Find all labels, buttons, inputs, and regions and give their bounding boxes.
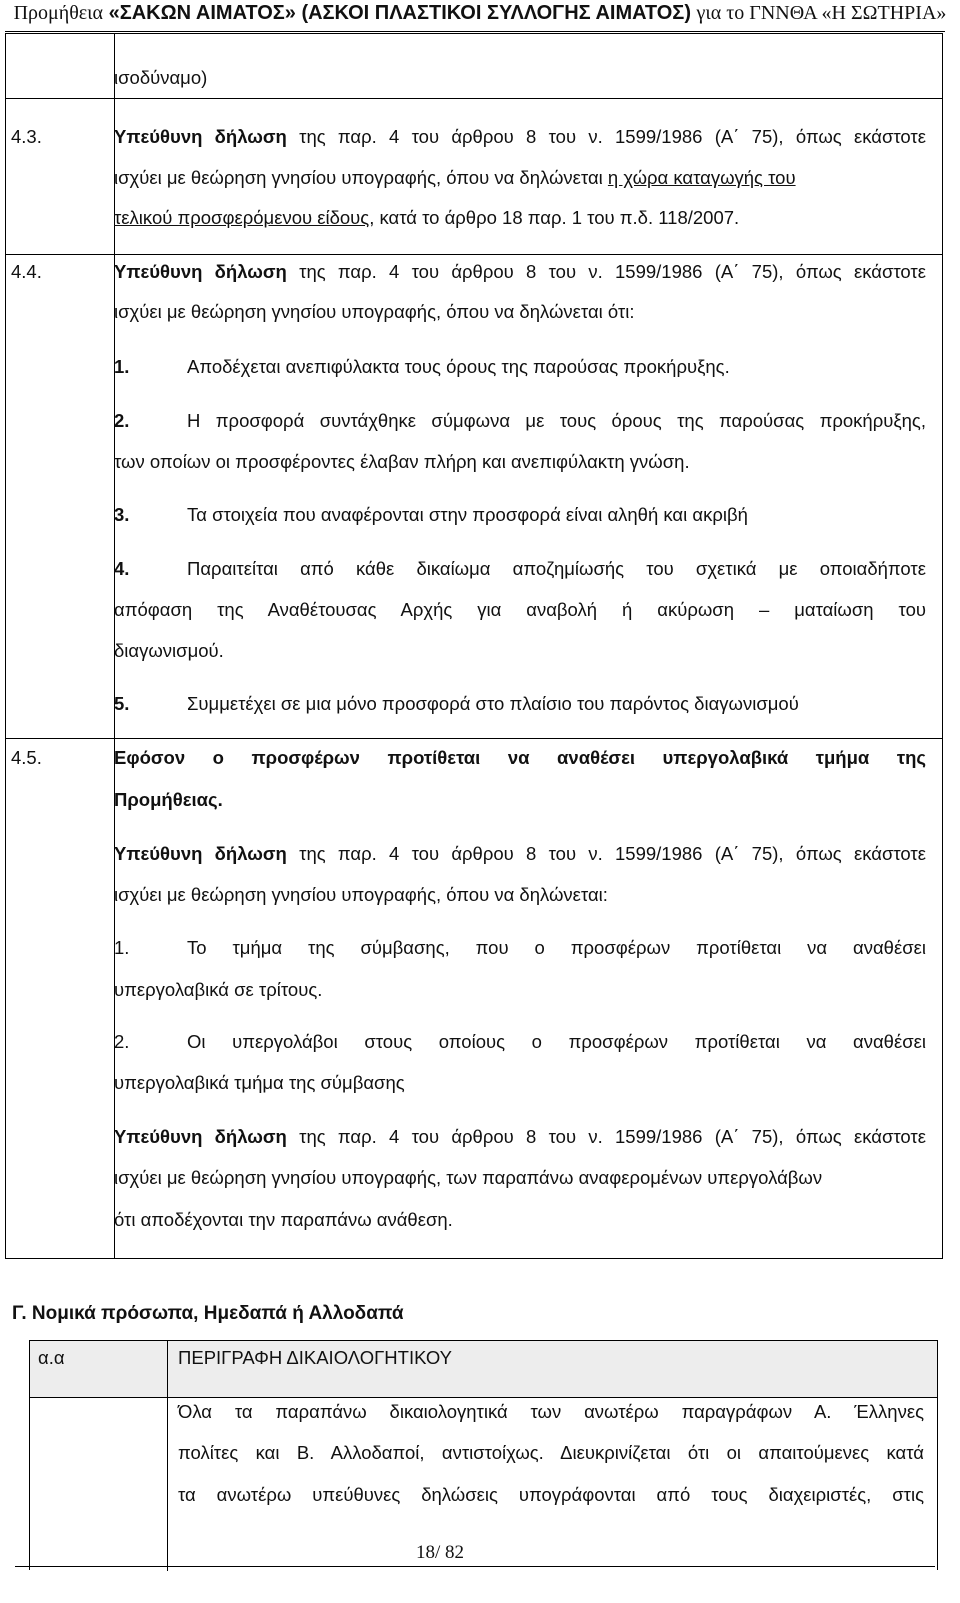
point-text-cont: διαγωνισμού. (114, 640, 224, 661)
point-text-cont: απόφαση της Αναθέτουσας Αρχής για αναβολή ή ακύρωση – ματαίωση του (114, 599, 926, 620)
description-line2: πολίτες και Β. Αλλοδαποί, αντιστοίχως. Διευκρινίζεται ότι οι απαιτούμενες κατά (178, 1442, 924, 1463)
point-text: Παραιτείται από κάθε δικαίωμα αποζημίωσής του σχετικά με οποιαδήποτε (187, 558, 926, 579)
page-number: 18/ 82 (415, 1542, 465, 1563)
column-header-aa: α.α (38, 1347, 65, 1368)
row-divider (6, 254, 942, 255)
item-4-3-line3: τελικού προσφερόμενου είδους, κατά το άρθρο 18 παρ. 1 του π.δ. 118/2007. (114, 207, 740, 228)
item-number-4-3: 4.3. (11, 126, 42, 147)
point-number: 4. (114, 558, 130, 579)
country-of-origin-text: η χώρα καταγωγής του (607, 167, 796, 188)
header-prefix: Προμήθεια (13, 2, 104, 24)
header-rule (5, 31, 945, 32)
footer-rule (15, 1566, 935, 1567)
declaration-label: Υπεύθυνη δήλωση (114, 126, 287, 147)
page-header (0, 0, 960, 34)
point-number: 3. (114, 504, 130, 525)
point-number: 1. (114, 356, 130, 377)
item-4-5-decl2-line1: Υπεύθυνη δήλωση της παρ. 4 του άρθρου 8 του ν. 1599/1986 (Α΄ 75), όπως εκάστοτε (114, 1126, 926, 1147)
point-text-cont: υπεργολαβικά σε τρίτους. (114, 979, 323, 1000)
point-number: 5. (114, 693, 130, 714)
point-text-cont: των οποίων οι προσφέροντες έλαβαν πλήρη και ανεπιφύλακτη γνώση. (114, 451, 690, 472)
header-title: «ΣΑΚΩΝ ΑΙΜΑΤΟΣ» (ΑΣΚΟΙ ΠΛΑΣΤΙΚΟΙ ΣΥΛΛΟΓΗΣ ΑΙΜΑΤΟΣ) (108, 2, 691, 24)
item-4-5-heading-cont: Προμήθειας. (114, 789, 223, 810)
point-text: Το τμήμα της σύμβασης, που ο προσφέρων προτίθεται να αναθέσει (187, 937, 926, 958)
header-suffix: για το ΓΝΝΘΑ «Η ΣΩΤΗΡΙΑ» (696, 2, 947, 24)
point-text: Τα στοιχεία που αναφέρονται στην προσφορά είναι αληθή και ακριβή (187, 504, 748, 525)
item-4-5-decl2-line3: ότι αποδέχονται την παραπάνω ανάθεση. (114, 1209, 453, 1230)
description-line3: τα ανωτέρω υπεύθυνες δηλώσεις υπογράφονται από τους διαχειριστές, στις (178, 1484, 924, 1505)
section-title: Γ. Νομικά πρόσωπα, Ημεδαπά ή Αλλοδαπά (12, 1303, 404, 1324)
item-4-4-line1: Υπεύθυνη δήλωση της παρ. 4 του άρθρου 8 του ν. 1599/1986 (Α΄ 75), όπως εκάστοτε (114, 261, 926, 282)
item-4-5-decl1-line1: Υπεύθυνη δήλωση της παρ. 4 του άρθρου 8 του ν. 1599/1986 (Α΄ 75), όπως εκάστοτε (114, 843, 926, 864)
item-number-4-5: 4.5. (11, 747, 42, 768)
item-4-5-decl2-line2: ισχύει με θεώρηση γνησίου υπογραφής, των παραπάνω αναφερομένων υπεργολάβων (114, 1167, 823, 1188)
point-text: Συμμετέχει σε μια μόνο προσφορά στο πλαίσιο του παρόντος διαγωνισμού (187, 693, 799, 714)
continuation-text: ισοδύναμο) (114, 67, 208, 88)
point-text: Αποδέχεται ανεπιφύλακτα τους όρους της παρούσας προκήρυξης. (187, 356, 730, 377)
row-divider (6, 738, 942, 739)
point-number: 2. (114, 1031, 130, 1052)
column-header-description: ΠΕΡΙΓΡΑΦΗ ΔΙΚΑΙΟΛΟΓΗΤΙΚΟΥ (178, 1347, 453, 1368)
description-line1: Όλα τα παραπάνω δικαιολογητικά των ανωτέρω παραγράφων Α. Έλληνες (178, 1401, 924, 1422)
item-4-5-heading: Εφόσον ο προσφέρων προτίθεται να αναθέσει υπεργολαβικά τμήμα της (114, 747, 926, 768)
point-text-cont: υπεργολαβικά τμήμα της σύμβασης (114, 1072, 405, 1093)
point-text: Η προσφορά συντάχθηκε σύμφωνα με τους όρους της παρούσας προκήρυξης, (187, 410, 926, 431)
point-text: Οι υπεργολάβοι στους οποίους ο προσφέρων προτίθεται να αναθέσει (187, 1031, 926, 1052)
row-divider (6, 98, 942, 99)
item-4-3-line1: Υπεύθυνη δήλωση της παρ. 4 του άρθρου 8 του ν. 1599/1986 (Α΄ 75), όπως εκάστοτε (114, 126, 926, 147)
point-number: 2. (114, 410, 130, 431)
point-number: 1. (114, 937, 130, 958)
item-number-4-4: 4.4. (11, 261, 42, 282)
item-4-3-line2: ισχύει με θεώρηση γνησίου υπογραφής, όπου να δηλώνεται η χώρα καταγωγής του (114, 167, 796, 188)
column-divider (167, 1341, 168, 1571)
item-4-5-decl1-line2: ισχύει με θεώρηση γνησίου υπογραφής, όπου να δηλώνεται: (114, 884, 608, 905)
item-4-4-line2: ισχύει με θεώρηση γνησίου υπογραφής, όπου να δηλώνεται ότι: (114, 301, 635, 322)
